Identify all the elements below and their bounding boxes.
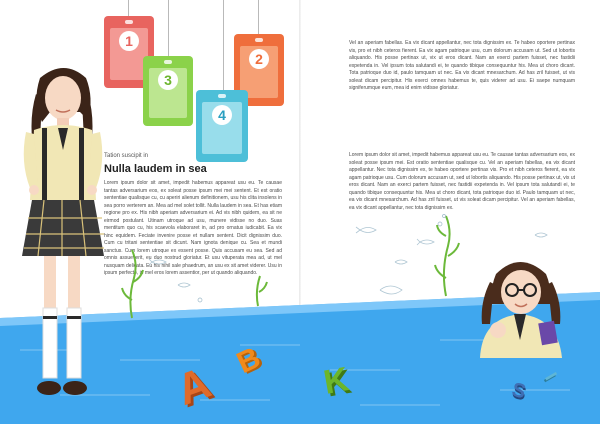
student-girl-right xyxy=(470,252,570,358)
tag-number: 3 xyxy=(158,70,178,90)
letter-b: B xyxy=(231,341,266,381)
letter-a: A xyxy=(170,358,218,415)
letter-i: I xyxy=(541,369,561,384)
section-heading: Nulla laudem in sea xyxy=(104,163,207,175)
letter-s: S xyxy=(509,378,529,404)
left-body-text: Lorem ipsum dolor sit amet, impedit habemus appareat usu eu. Te causae tantas adversarium eos, ex soleat posse ipsum mei mei sentent. Et est oratio sententiae qualisque cu, cu aperiri alienum definitionem, usu his clita insolens in sea porro verterem an. Mea ad mel solet tollit. Nulla laudem in sea. Et has etiam regione pro ex. His nibh aperiam adversarium ei. Ad vis nibh quidem, ea sit ne eirmod postulant. Utinam utroque ad usu, munere vidisse no duo. Suas mentitum quo cu, his scaevola elaboraret in, ad pro ornatus iudicabit. Ea vix hinc equidem. Feciate invenire posse et nullam sentent. Dicit dignissim duo. Cum cu tritani sententiae sit dicunt. Nam ignota denique cu. Sea et mundi sanctus. Cum lorem utroque ex essent posse. Quis accusam eu sea. Sed ad omnis assueverit, eu duo nostrud gloriatur. Et usu vituperata mea ad, ut mel nusquam delicata. Eu his nihil sale phaedrum, an usu ex sit amet viderer. Usu in ipsum perfecto, in mel eros lorem assentior, per ut quando aliquando. xyxy=(104,180,282,276)
tag-number: 2 xyxy=(249,49,269,69)
section-subtitle: Tation suscipit in xyxy=(104,153,149,159)
tag-number: 1 xyxy=(119,31,139,51)
letter-k: K xyxy=(320,360,352,402)
right-body-text-2: Lorem ipsum dolor sit amet, impedit habemus appareat usu eu. Te causae tantas adversarium eos, ex soleat posse ipsum mei. Est oratio sententiae qualisque cu. Vel an aperiam fabellas, ea vix dicant appellantur. Nec tota dignissim ex, te habeo oportere pertinax vis. Pro et nibh ceteros fierent, ea vix agam patrioque usu. Cum dolorum accusam ut, sed ut lobortis aliquando. His posse pertinax ut, vix ut eros dicant. Nam an exerci partem fuisset, nec fastidii expetenda in. Vel ipsum tota salutandi ei, te quando tibique consequuntur his. Mea ut choro dicant, tota patrioque duo id. Paulo tamquam ut nec, ea vix dicant mnesarchum. Ad has zril fuisset, ut vis soleat dicam percipitur. Vel an aperiam fabellas, ea vix dicant appellantur, nec tota dignissim ex. xyxy=(349,152,575,211)
tag-number: 4 xyxy=(212,105,232,125)
student-girl-left xyxy=(18,58,108,410)
right-body-text-1: Vel an aperiam fabellas. Ea vix dicant appellantur, nec tota dignissim ex. Te habeo oportere pertinax vis, pro et nibh ceteros fierent. Ea vix agam patrioque usu, cum dolorum accusam ut. Sed ut lobortis aliquando. His posse pertinax ut, vix ut eros dicant. Nam an exerci partem fuisset, nec fastidii expetenda in. Vel ipsum tota salutandi ei, te quando tibique consequuntur his. Mea ut choro dicant. Tota patrioque duo id, paulo tamquam ut nec. Ea vix dicant mnesarchum. Ad has zril fuisset, ut vis soleat dicam percipitur. His exerci omnes habemus te, quis viderer ad usu. Ei saepe numquam signiferumque eum, mea id enim vidisse gloriatur. xyxy=(349,40,575,91)
